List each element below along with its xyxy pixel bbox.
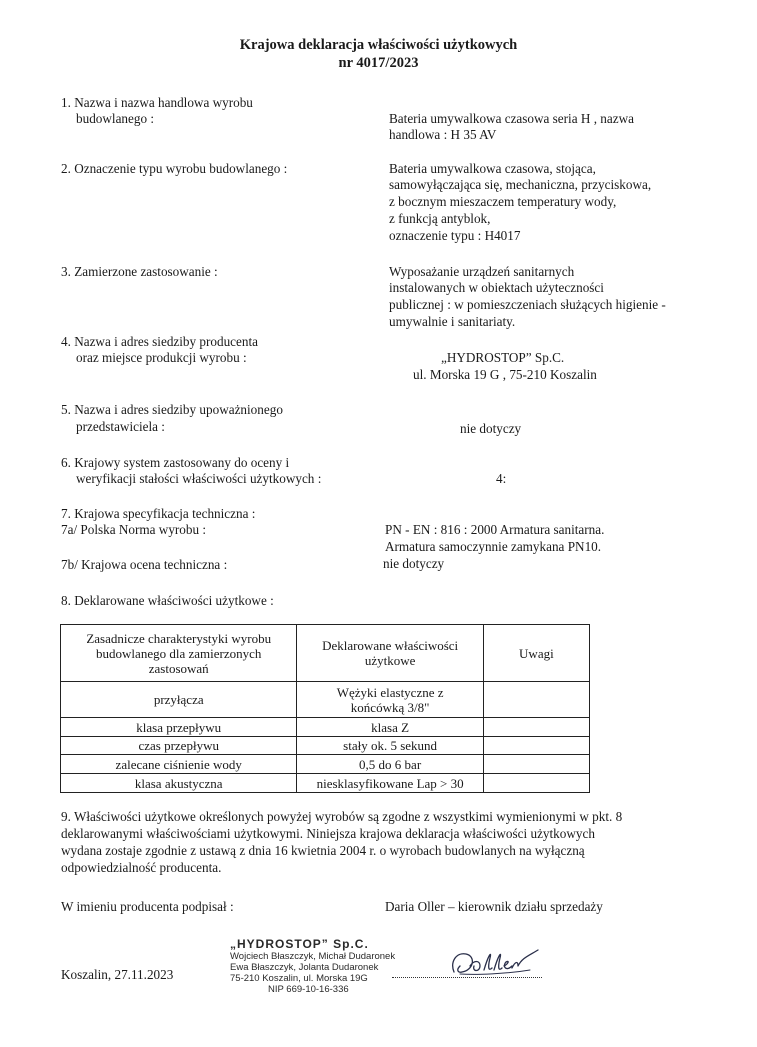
company-stamp: [230, 937, 395, 995]
row-value: niesklasyfikowane Lap > 30: [297, 774, 483, 793]
properties-table: [60, 624, 590, 793]
header-declared: [297, 625, 483, 682]
s3-label: 3. Zamierzone zastosowanie :: [61, 264, 218, 279]
s9-line-4: odpowiedzialność producenta.: [61, 860, 222, 875]
header-characteristics: [61, 625, 297, 682]
header-characteristics-line: Zasadnicze charakterystyki wyrobu: [86, 630, 272, 646]
row-characteristic: klasa akustyczna: [61, 774, 297, 793]
stamp-nip: NIP 669-10-16-336: [268, 984, 349, 995]
document-title: Krajowa deklaracja właściwości użytkowych: [239, 37, 518, 53]
header-characteristics-line: zastosowań: [148, 660, 209, 676]
row-value: klasa Z: [297, 718, 483, 737]
row-value-line: Wężyki elastyczne z: [336, 684, 444, 700]
header-remarks: Uwagi: [483, 625, 589, 682]
signature-label: W imieniu producenta podpisał :: [61, 899, 234, 914]
row-characteristic: klasa przepływu: [61, 718, 297, 737]
place-date: Koszalin, 27.11.2023: [61, 967, 174, 982]
s4-label-cont: oraz miejsce produkcji wyrobu :: [76, 350, 247, 365]
header-characteristics-line: budowlanego dla zamierzonych: [96, 645, 262, 661]
s9-line-1: 9. Właściwości użytkowe określonych powyżej wyrobów są zgodne z wszystkimi wymienionymi w pkt. 8: [61, 809, 623, 824]
row-value: stały ok. 5 sekund: [297, 737, 483, 755]
table-row: [61, 755, 590, 774]
s6-value: 4:: [496, 471, 507, 486]
s5-label: 5. Nazwa i adres siedziby upoważnionego: [61, 402, 283, 417]
header-declared-line: Deklarowane właściwości: [322, 638, 459, 653]
handwritten-signature: [446, 944, 546, 980]
s7a-label: 7a/ Polska Norma wyrobu :: [61, 522, 207, 537]
s3-value-3: publicznej : w pomieszczeniach służących higienie -: [389, 297, 666, 312]
row-remarks: [483, 682, 589, 718]
row-remarks: [483, 755, 589, 774]
s2-value-1: Bateria umywalkowa czasowa, stojąca,: [389, 161, 596, 176]
s9-line-2: deklarowanymi właściwościami użytkowymi. Niniejsza krajowa deklaracja właściwości użytkowych: [61, 826, 595, 841]
table-row: [61, 737, 590, 755]
stamp-owners-1: Wojciech Błaszczyk, Michał Dudaronek: [230, 951, 396, 962]
s9-line-3: wydana zostaje zgodnie z ustawą z dnia 16 kwietnia 2004 r. o wyrobach budowlanych na wyłączną: [61, 843, 585, 858]
s2-value-2: samowyłączająca się, mechaniczna, przyciskowa,: [389, 177, 652, 192]
row-remarks: [483, 737, 589, 755]
s1-value-cont: handlowa : H 35 AV: [389, 127, 497, 142]
header-declared-line: użytkowe: [364, 653, 416, 668]
s7b-label: 7b/ Krajowa ocena techniczna :: [61, 557, 228, 572]
s7-label: 7. Krajowa specyfikacja techniczna :: [61, 506, 256, 521]
s7a-value: PN - EN : 816 : 2000 Armatura sanitarna.: [385, 522, 605, 537]
row-value-line: końcówką 3/8": [350, 699, 430, 715]
s2-value-4: z funkcją antyblok,: [389, 211, 491, 226]
s2-label: 2. Oznaczenie typu wyrobu budowlanego :: [61, 161, 288, 176]
s7b-value: nie dotyczy: [383, 556, 445, 571]
s4-label: 4. Nazwa i adres siedziby producenta: [61, 334, 259, 349]
row-characteristic: przyłącza: [61, 682, 297, 718]
s2-value-5: oznaczenie typu : H4017: [389, 228, 521, 243]
s3-value-1: Wyposażanie urządzeń sanitarnych: [389, 264, 575, 279]
s8-label: 8. Deklarowane właściwości użytkowe :: [61, 593, 274, 608]
s4-value: „HYDROSTOP” Sp.C.: [441, 350, 565, 365]
row-value: [297, 682, 483, 718]
s6-label-cont: weryfikacji stałości właściwości użytkowych :: [76, 471, 322, 486]
s7a-value-cont: Armatura samoczynnie zamykana PN10.: [385, 539, 602, 554]
document-number: nr 4017/2023: [338, 55, 419, 71]
s1-label: 1. Nazwa i nazwa handlowa wyrobu: [61, 95, 253, 110]
row-remarks: [483, 718, 589, 737]
row-remarks: [483, 774, 589, 793]
row-characteristic: zalecane ciśnienie wody: [61, 755, 297, 774]
s5-label-cont: przedstawiciela :: [76, 419, 165, 434]
stamp-company-name: „HYDROSTOP” Sp.C.: [230, 937, 369, 951]
s3-value-4: umywalnie i sanitariaty.: [389, 314, 516, 329]
s6-label: 6. Krajowy system zastosowany do oceny i: [61, 455, 290, 470]
stamp-address: 75-210 Koszalin, ul. Morska 19G: [230, 973, 368, 984]
table-header-row: [61, 625, 590, 682]
table-row: [61, 774, 590, 793]
s1-value: Bateria umywalkowa czasowa seria H , nazwa: [389, 111, 634, 126]
row-value: 0,5 do 6 bar: [297, 755, 483, 774]
signer-name: Daria Oller – kierownik działu sprzedaży: [385, 899, 603, 914]
s3-value-2: instalowanych w obiektach użyteczności: [389, 280, 604, 295]
s2-value-3: z bocznym mieszaczem temperatury wody,: [389, 194, 617, 209]
s1-label-cont: budowlanego :: [76, 111, 155, 126]
s5-value: nie dotyczy: [460, 421, 522, 436]
row-characteristic: czas przepływu: [61, 737, 297, 755]
s4-value-cont: ul. Morska 19 G , 75-210 Koszalin: [413, 367, 597, 382]
table-row: [61, 718, 590, 737]
stamp-owners-2: Ewa Błaszczyk, Jolanta Dudaronek: [230, 962, 379, 973]
table-row: [61, 682, 590, 718]
